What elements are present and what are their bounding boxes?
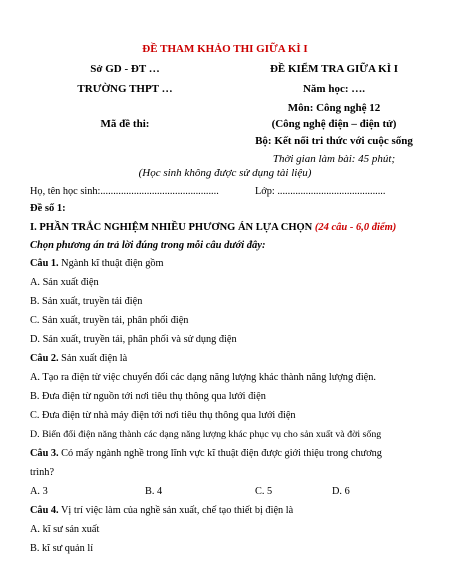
q3-option-b: B. 4 <box>145 486 163 497</box>
question-2-label: Câu 2. <box>30 353 59 364</box>
school: TRƯỜNG THPT … <box>77 83 173 95</box>
section-title: I. PHẦN TRẮC NGHIỆM NHIỀU PHƯƠNG ÁN LỰA CHỌN <box>30 222 315 233</box>
branch: (Công nghệ điện – điện tử) <box>271 118 397 130</box>
q1-option-d: D. Sản xuất, truyền tải, phân phối và sử dụng điện <box>30 334 237 345</box>
school-year: Năm học: …. <box>302 83 366 95</box>
question-3-text: Có mấy ngành nghề trong lĩnh vực kĩ thuật điện được giới thiệu trong chương <box>58 448 382 459</box>
exam-number: Đề số 1: <box>30 203 66 214</box>
q2-option-d: D. Biến đổi điện năng thành các dạng năng lượng khác phục vụ cho sản xuất và đời sống <box>30 429 382 440</box>
q1-option-c: C. Sản xuất, truyền tải, phân phối điện <box>30 315 189 326</box>
q3-option-d: D. 6 <box>332 486 350 497</box>
question-4-text: Vị trí việc làm của nghề sản xuất, chế tạo thiết bị điện là <box>58 505 294 516</box>
q4-option-b: B. kĩ sư quản lí <box>30 543 94 554</box>
student-name-field: Họ, tên học sinh:.............................................. <box>30 186 219 197</box>
q1-option-a: A. Sản xuất điện <box>30 277 99 288</box>
subject: Môn: Công nghệ 12 <box>287 102 381 114</box>
q4-option-a: A. kĩ sư sản xuất <box>30 524 100 535</box>
q2-option-c: C. Đưa điện từ nhà máy điện tới nơi tiêu thụ thông qua lưới điện <box>30 410 296 421</box>
document-title: ĐỀ THAM KHẢO THI GIỮA KÌ I <box>142 43 308 55</box>
question-1-label: Câu 1. <box>30 258 59 269</box>
q2-option-b: B. Đưa điện từ nguồn tới nơi tiêu thụ thông qua lưới điện <box>30 391 266 402</box>
question-1 <box>30 258 164 269</box>
question-3-text-cont: trình? <box>30 467 55 478</box>
department: Sở GD - ĐT … <box>90 63 160 75</box>
q1-option-b: B. Sản xuất, truyền tải điện <box>30 296 143 307</box>
q2-option-a: A. Tạo ra điện từ việc chuyển đổi các dạng năng lượng khác thành năng lượng điện. <box>30 372 376 383</box>
question-2 <box>30 353 127 364</box>
section-heading <box>30 222 396 233</box>
instruction: Chọn phương án trả lời đúng trong mỗi câu dưới đây: <box>30 240 266 251</box>
question-1-text: Ngành kĩ thuật điện gồm <box>58 258 164 269</box>
book: Bộ: Kết nối tri thức với cuộc sống <box>255 135 413 147</box>
exam-code-label: Mã đề thi: <box>100 118 150 130</box>
q3-option-c: C. 5 <box>255 486 273 497</box>
exam-time: Thời gian làm bài: 45 phút; <box>272 153 396 165</box>
question-3 <box>30 448 382 459</box>
question-3-label: Câu 3. <box>30 448 59 459</box>
no-materials-note: (Học sinh không được sử dụng tài liệu) <box>138 167 312 179</box>
question-2-text: Sản xuất điện là <box>58 353 128 364</box>
question-4-label: Câu 4. <box>30 505 59 516</box>
class-field: Lớp: .......................................... <box>255 186 386 197</box>
section-points: (24 câu - 6,0 điểm) <box>314 222 397 233</box>
exam-title: ĐỀ KIỂM TRA GIỮA KÌ I <box>269 63 399 75</box>
q3-option-a: A. 3 <box>30 486 48 497</box>
question-4 <box>30 505 293 516</box>
